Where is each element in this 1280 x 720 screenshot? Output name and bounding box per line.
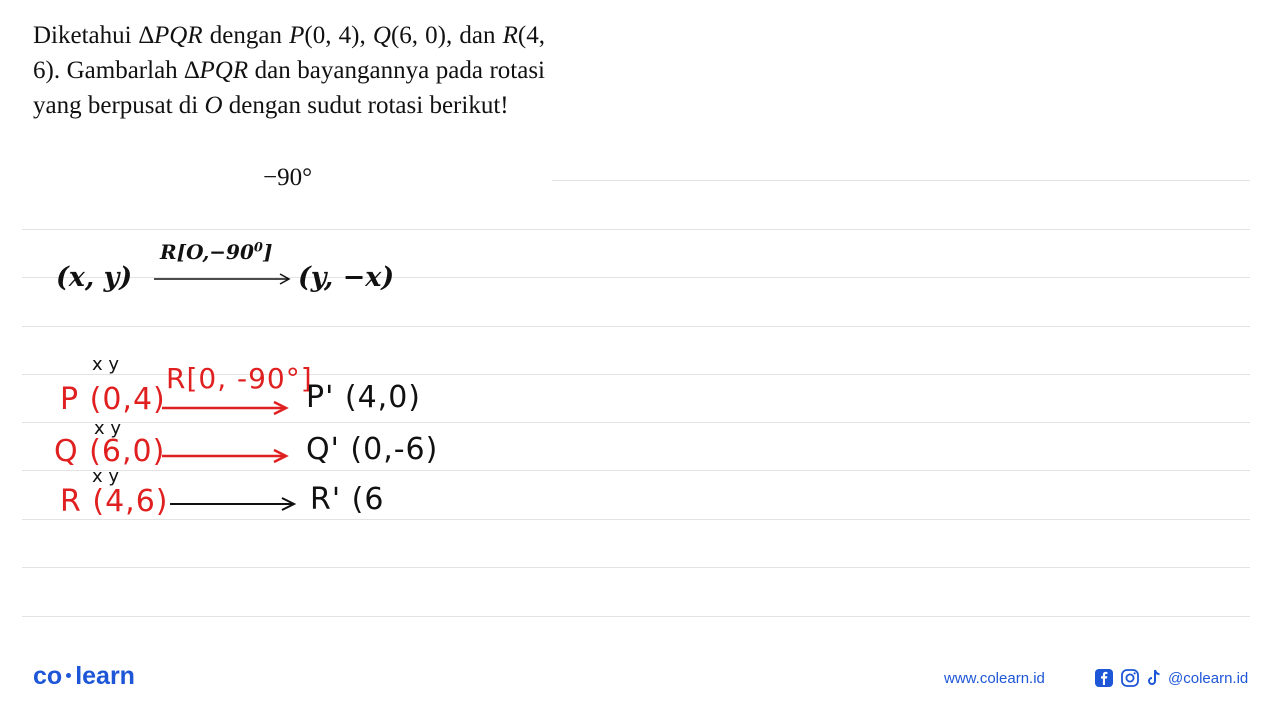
- facebook-icon[interactable]: [1094, 668, 1114, 688]
- image-q: Q' (0,-6): [306, 432, 439, 467]
- formula-rule: $R[O,-90^0]$: [160, 240, 273, 264]
- image-p: P' (4,0): [306, 380, 421, 415]
- image-r-partial: R' (6: [310, 482, 385, 517]
- social-handle[interactable]: @colearn.id: [1168, 670, 1249, 687]
- formula-to: (y, −x): [298, 262, 395, 293]
- xy-label: x y: [92, 466, 120, 487]
- problem-statement: Diketahui ∆PQR dengan P(0, 4), Q(6, 0), dan R(4, 6). Gambarlah ∆PQR dan bayangannya pada rotasi yang berpusat di O dengan sudut rotasi berikut!: [33, 22, 545, 119]
- ruled-line: [22, 567, 1250, 568]
- point-q: Q (6,0): [54, 434, 166, 469]
- colearn-logo: co learn: [33, 662, 135, 690]
- rotation-formula: [56, 240, 456, 310]
- ruled-line: [22, 229, 1250, 230]
- formula-arrow-icon: [154, 272, 294, 286]
- instagram-icon[interactable]: [1120, 668, 1140, 688]
- ruled-line: [552, 180, 1250, 181]
- ruled-line: [22, 470, 1250, 471]
- ruled-line: [22, 519, 1250, 520]
- arrow-icon: [162, 400, 290, 416]
- point-p: P (0,4): [60, 382, 166, 417]
- arrow-icon: [162, 448, 290, 464]
- rotation-angle: −90°: [263, 164, 313, 191]
- xy-label: x y: [92, 354, 120, 375]
- ruled-line: [22, 422, 1250, 423]
- arrow-icon: [170, 496, 298, 512]
- tiktok-icon[interactable]: [1144, 668, 1164, 688]
- rule-label-handwritten: R[0, -90°]: [166, 362, 313, 395]
- ruled-line: [22, 326, 1250, 327]
- ruled-line: [22, 616, 1250, 617]
- xy-label: x y: [94, 418, 122, 439]
- point-r: R (4,6): [60, 484, 169, 519]
- website-link[interactable]: www.colearn.id: [944, 670, 1045, 687]
- formula-from: (x, y): [56, 262, 133, 293]
